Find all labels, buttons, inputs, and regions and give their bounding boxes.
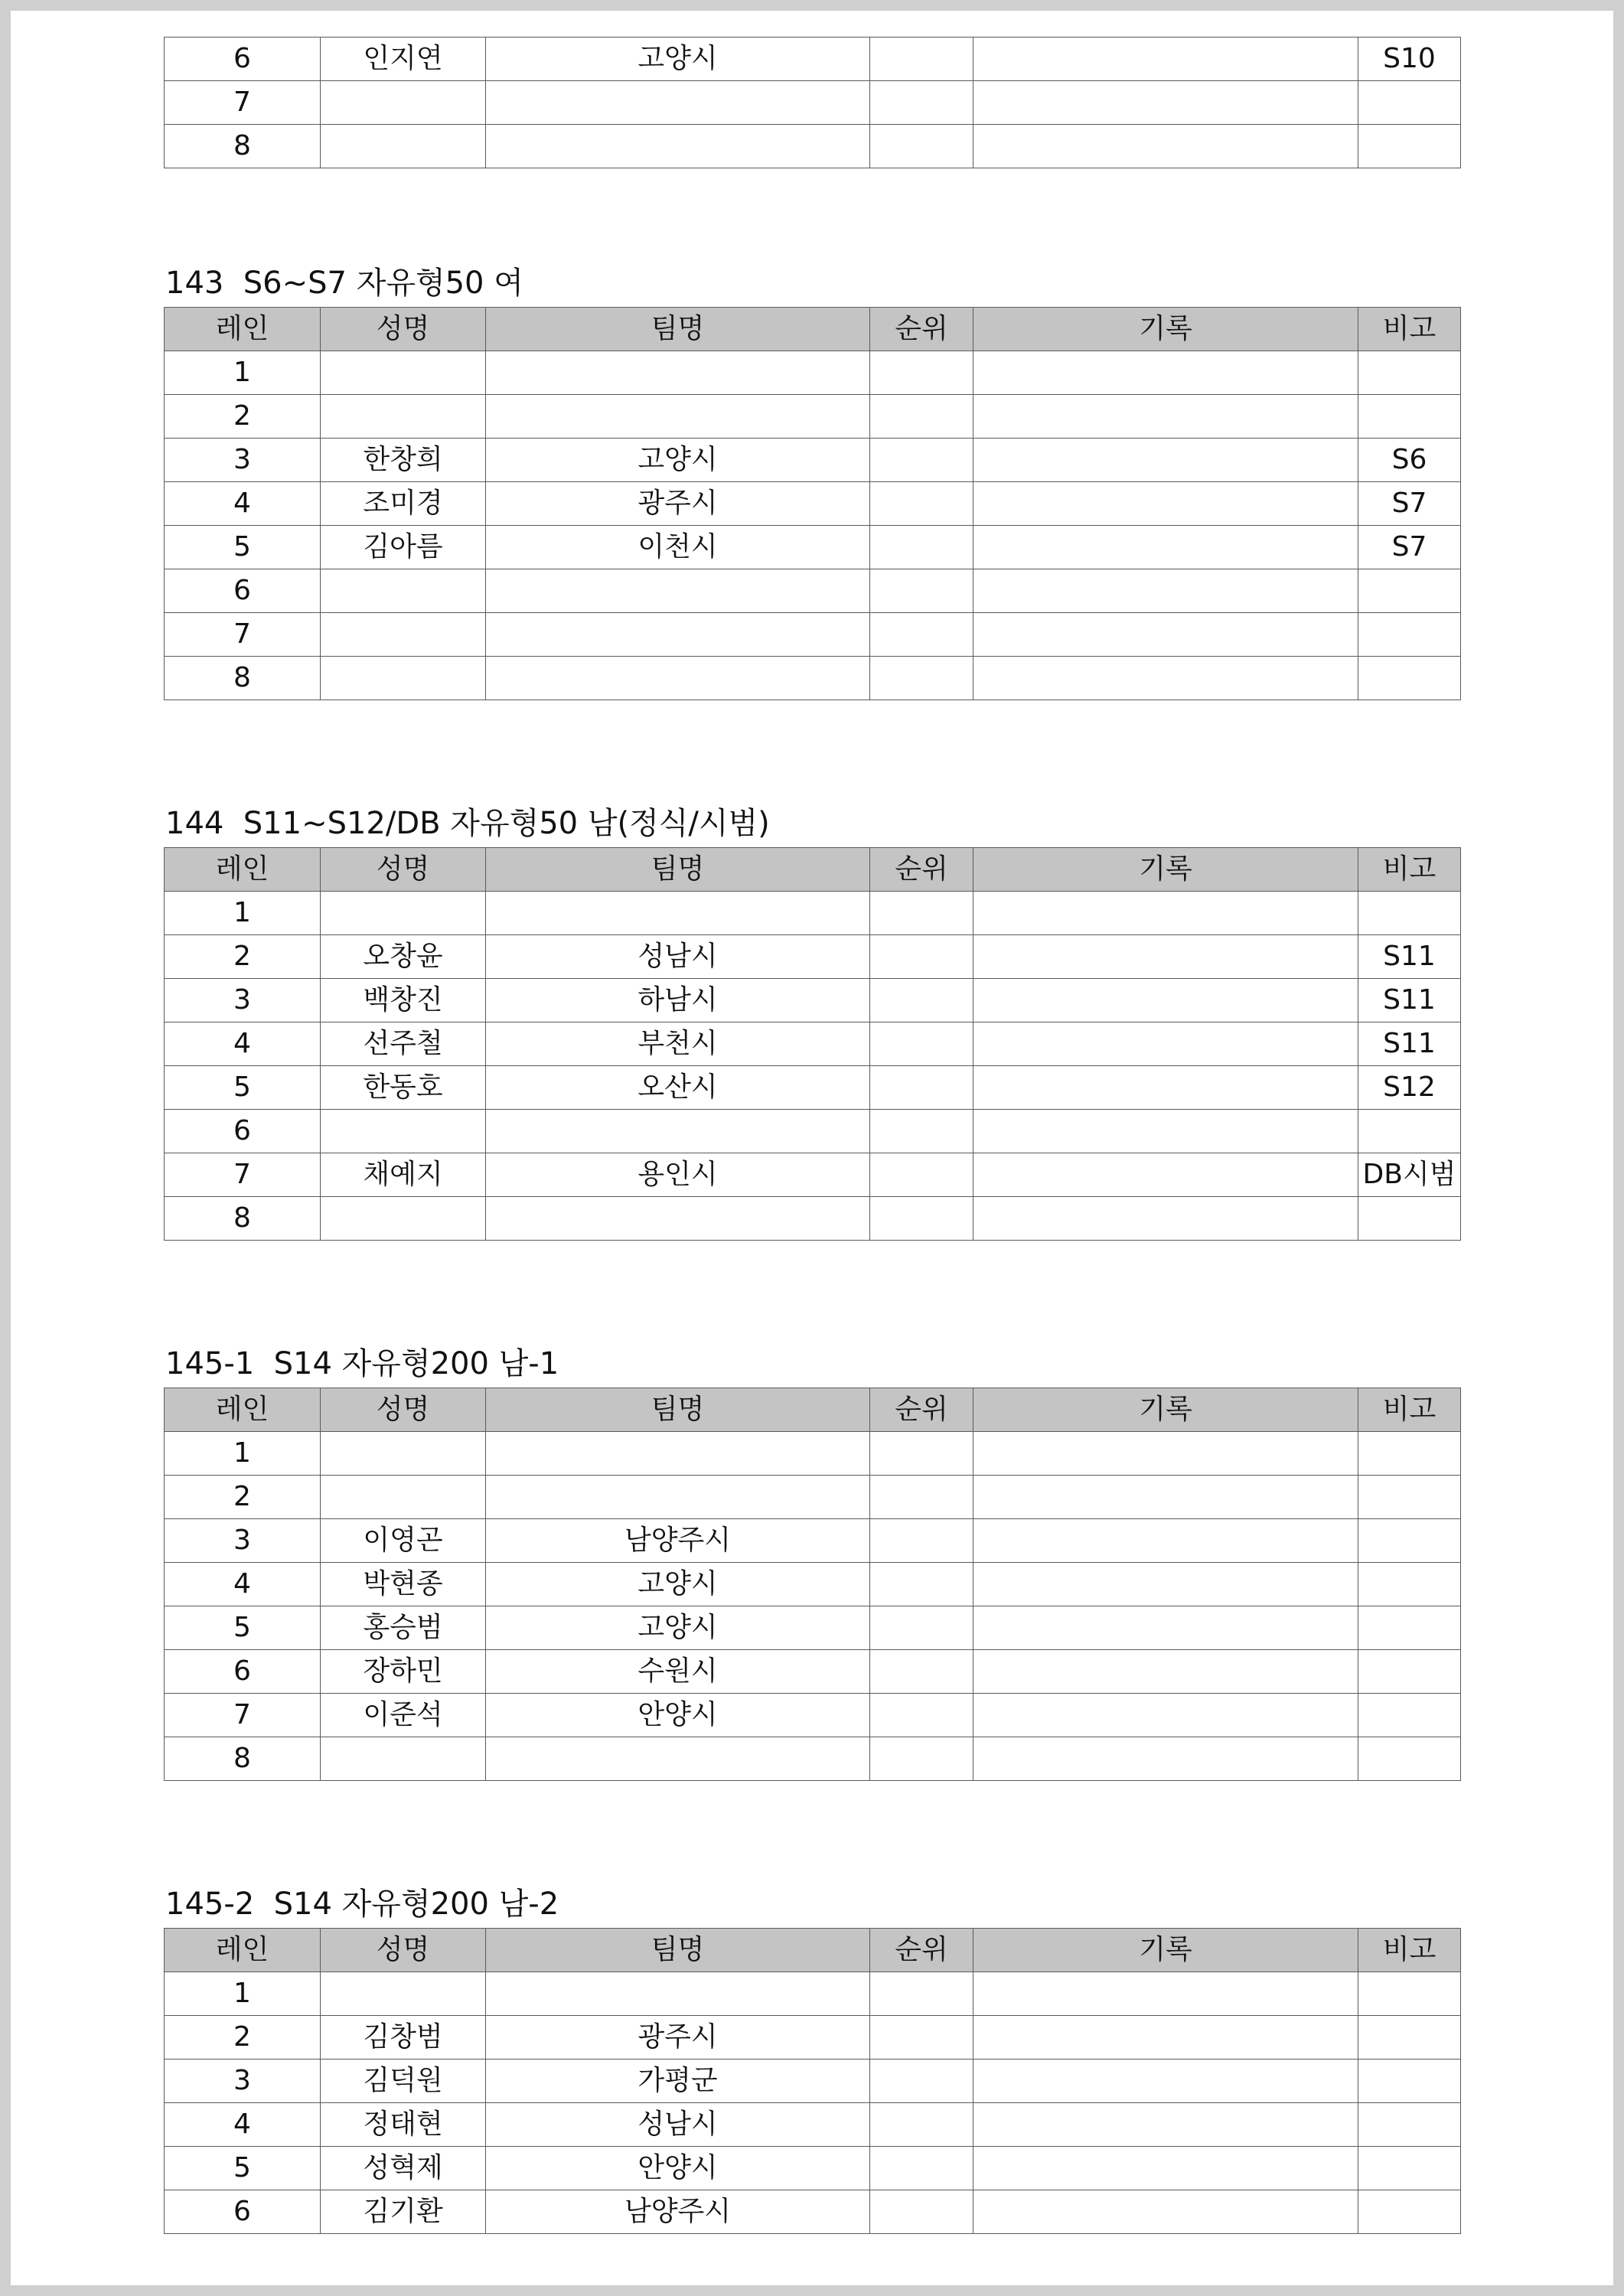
table-row <box>165 81 1461 125</box>
note-cell <box>1358 81 1461 125</box>
lane-cell: 8 <box>165 657 321 700</box>
rank-cell <box>870 1694 973 1737</box>
team-cell: 남양주시 <box>486 2190 870 2234</box>
table-row <box>165 2147 1461 2190</box>
table-row <box>165 1476 1461 1519</box>
header-record: 기록 <box>973 848 1358 892</box>
team-cell: 이천시 <box>486 526 870 569</box>
event-heading-143: 143 S6~S7 자유형50 여 <box>165 266 523 301</box>
note-cell <box>1358 1606 1461 1650</box>
record-cell <box>973 2016 1358 2060</box>
note-cell: S10 <box>1358 38 1461 81</box>
note-cell <box>1358 1110 1461 1153</box>
team-cell: 안양시 <box>486 1694 870 1737</box>
table-row <box>165 351 1461 395</box>
lane-cell: 3 <box>165 979 321 1022</box>
name-cell <box>321 1432 486 1476</box>
lane-cell: 5 <box>165 2147 321 2190</box>
team-cell: 성남시 <box>486 2103 870 2147</box>
note-cell <box>1358 1737 1461 1781</box>
note-cell <box>1358 351 1461 395</box>
name-cell <box>321 569 486 613</box>
record-cell <box>973 2060 1358 2103</box>
table-row <box>165 1432 1461 1476</box>
note-cell <box>1358 1694 1461 1737</box>
lane-cell: 3 <box>165 439 321 482</box>
name-cell <box>321 1737 486 1781</box>
table-row <box>165 1519 1461 1563</box>
name-cell: 김아름 <box>321 526 486 569</box>
table-row <box>165 657 1461 700</box>
lane-cell: 7 <box>165 1694 321 1737</box>
table-row <box>165 526 1461 569</box>
name-cell <box>321 1110 486 1153</box>
header-note: 비고 <box>1358 1929 1461 1972</box>
record-cell <box>973 935 1358 979</box>
event-heading-144: 144 S11~S12/DB 자유형50 남(정식/시범) <box>165 806 770 841</box>
record-cell <box>973 657 1358 700</box>
table-header-row <box>165 308 1461 351</box>
header-record: 기록 <box>973 1388 1358 1432</box>
note-cell: S7 <box>1358 482 1461 526</box>
lane-cell: 7 <box>165 613 321 657</box>
team-cell <box>486 569 870 613</box>
team-cell <box>486 657 870 700</box>
header-name: 성명 <box>321 1388 486 1432</box>
name-cell: 인지연 <box>321 38 486 81</box>
team-cell: 남양주시 <box>486 1519 870 1563</box>
lane-cell: 4 <box>165 482 321 526</box>
record-cell <box>973 1022 1358 1066</box>
lane-cell: 4 <box>165 2103 321 2147</box>
rank-cell <box>870 2103 973 2147</box>
lane-cell: 5 <box>165 1066 321 1110</box>
name-cell <box>321 1476 486 1519</box>
table-row <box>165 1153 1461 1197</box>
rank-cell <box>870 613 973 657</box>
note-cell <box>1358 2147 1461 2190</box>
record-cell <box>973 892 1358 935</box>
header-team: 팀명 <box>486 1929 870 1972</box>
record-cell <box>973 1737 1358 1781</box>
name-cell: 한동호 <box>321 1066 486 1110</box>
lane-cell: 2 <box>165 1476 321 1519</box>
table-row <box>165 125 1461 168</box>
team-cell: 고양시 <box>486 1606 870 1650</box>
rank-cell <box>870 1153 973 1197</box>
name-cell <box>321 351 486 395</box>
table-row <box>165 1066 1461 1110</box>
team-cell <box>486 351 870 395</box>
table-row <box>165 1110 1461 1153</box>
table-row <box>165 2060 1461 2103</box>
rank-cell <box>870 395 973 439</box>
lane-cell: 7 <box>165 1153 321 1197</box>
rank-cell <box>870 657 973 700</box>
table-row <box>165 482 1461 526</box>
note-cell <box>1358 2190 1461 2234</box>
team-cell <box>486 1197 870 1241</box>
table-row <box>165 935 1461 979</box>
note-cell <box>1358 569 1461 613</box>
name-cell: 김기환 <box>321 2190 486 2234</box>
rank-cell <box>870 1650 973 1694</box>
name-cell: 백창진 <box>321 979 486 1022</box>
team-cell: 성남시 <box>486 935 870 979</box>
rank-cell <box>870 2147 973 2190</box>
rank-cell <box>870 892 973 935</box>
header-note: 비고 <box>1358 848 1461 892</box>
event-heading-145-1: 145-1 S14 자유형200 남-1 <box>165 1346 559 1381</box>
lane-cell: 8 <box>165 1197 321 1241</box>
record-cell <box>973 613 1358 657</box>
rank-cell <box>870 935 973 979</box>
team-cell: 고양시 <box>486 439 870 482</box>
lane-cell: 6 <box>165 569 321 613</box>
table-row <box>165 38 1461 81</box>
name-cell: 김덕원 <box>321 2060 486 2103</box>
record-cell <box>973 2190 1358 2234</box>
rank-cell <box>870 1110 973 1153</box>
name-cell <box>321 1972 486 2016</box>
record-cell <box>973 1563 1358 1606</box>
name-cell: 김창범 <box>321 2016 486 2060</box>
record-cell <box>973 439 1358 482</box>
table-row <box>165 1022 1461 1066</box>
lane-cell: 4 <box>165 1563 321 1606</box>
header-name: 성명 <box>321 308 486 351</box>
lane-cell: 5 <box>165 1606 321 1650</box>
note-cell: S11 <box>1358 1022 1461 1066</box>
name-cell <box>321 657 486 700</box>
rank-cell <box>870 81 973 125</box>
name-cell <box>321 81 486 125</box>
table-row <box>165 2190 1461 2234</box>
record-cell <box>973 38 1358 81</box>
rank-cell <box>870 38 973 81</box>
rank-cell <box>870 2190 973 2234</box>
record-cell <box>973 482 1358 526</box>
team-cell <box>486 1476 870 1519</box>
table-row <box>165 2103 1461 2147</box>
note-cell: S6 <box>1358 439 1461 482</box>
team-cell <box>486 1432 870 1476</box>
record-cell <box>973 2147 1358 2190</box>
note-cell <box>1358 395 1461 439</box>
lane-cell: 1 <box>165 1432 321 1476</box>
team-cell <box>486 892 870 935</box>
header-rank: 순위 <box>870 1388 973 1432</box>
table-row <box>165 1737 1461 1781</box>
note-cell <box>1358 2060 1461 2103</box>
team-cell: 하남시 <box>486 979 870 1022</box>
header-team: 팀명 <box>486 848 870 892</box>
note-cell: S11 <box>1358 979 1461 1022</box>
header-rank: 순위 <box>870 308 973 351</box>
table-row <box>165 979 1461 1022</box>
name-cell: 홍승범 <box>321 1606 486 1650</box>
rank-cell <box>870 1563 973 1606</box>
rank-cell <box>870 439 973 482</box>
heat-table-143 <box>164 307 1461 700</box>
record-cell <box>973 1694 1358 1737</box>
name-cell: 이영곤 <box>321 1519 486 1563</box>
lane-cell: 1 <box>165 1972 321 2016</box>
table-body <box>165 351 1461 700</box>
header-lane: 레인 <box>165 308 321 351</box>
rank-cell <box>870 1972 973 2016</box>
rank-cell <box>870 351 973 395</box>
header-record: 기록 <box>973 308 1358 351</box>
rank-cell <box>870 526 973 569</box>
lane-cell: 6 <box>165 1650 321 1694</box>
note-cell <box>1358 1197 1461 1241</box>
rank-cell <box>870 2060 973 2103</box>
lane-cell: 6 <box>165 1110 321 1153</box>
team-cell: 광주시 <box>486 482 870 526</box>
note-cell <box>1358 1972 1461 2016</box>
heat-table-144 <box>164 847 1461 1241</box>
lane-cell: 2 <box>165 395 321 439</box>
team-cell <box>486 1737 870 1781</box>
name-cell: 장하민 <box>321 1650 486 1694</box>
header-lane: 레인 <box>165 1929 321 1972</box>
record-cell <box>973 81 1358 125</box>
lane-cell: 6 <box>165 38 321 81</box>
rank-cell <box>870 1022 973 1066</box>
lane-cell: 1 <box>165 892 321 935</box>
note-cell <box>1358 1432 1461 1476</box>
name-cell <box>321 613 486 657</box>
table-body <box>165 38 1461 168</box>
rank-cell <box>870 1476 973 1519</box>
name-cell <box>321 125 486 168</box>
event-heading-145-2: 145-2 S14 자유형200 남-2 <box>165 1887 559 1922</box>
team-cell: 안양시 <box>486 2147 870 2190</box>
note-cell <box>1358 613 1461 657</box>
header-note: 비고 <box>1358 1388 1461 1432</box>
header-name: 성명 <box>321 1929 486 1972</box>
team-cell: 고양시 <box>486 38 870 81</box>
table-row <box>165 1972 1461 2016</box>
document-page <box>11 11 1613 2285</box>
team-cell <box>486 395 870 439</box>
record-cell <box>973 979 1358 1022</box>
record-cell <box>973 1432 1358 1476</box>
table-header-row <box>165 1388 1461 1432</box>
name-cell: 정태현 <box>321 2103 486 2147</box>
record-cell <box>973 1066 1358 1110</box>
rank-cell <box>870 979 973 1022</box>
header-name: 성명 <box>321 848 486 892</box>
record-cell <box>973 351 1358 395</box>
record-cell <box>973 1197 1358 1241</box>
table-body <box>165 1432 1461 1781</box>
note-cell <box>1358 2103 1461 2147</box>
team-cell <box>486 1972 870 2016</box>
header-lane: 레인 <box>165 1388 321 1432</box>
heat-table-continued <box>164 37 1461 168</box>
rank-cell <box>870 482 973 526</box>
table-body <box>165 892 1461 1241</box>
team-cell: 수원시 <box>486 1650 870 1694</box>
table-row <box>165 439 1461 482</box>
rank-cell <box>870 1066 973 1110</box>
rank-cell <box>870 1737 973 1781</box>
record-cell <box>973 1476 1358 1519</box>
record-cell <box>973 2103 1358 2147</box>
note-cell <box>1358 1650 1461 1694</box>
team-cell <box>486 81 870 125</box>
record-cell <box>973 125 1358 168</box>
rank-cell <box>870 2016 973 2060</box>
team-cell: 광주시 <box>486 2016 870 2060</box>
record-cell <box>973 1650 1358 1694</box>
note-cell <box>1358 657 1461 700</box>
heat-table-145-2 <box>164 1928 1461 2234</box>
note-cell: DB시범 <box>1358 1153 1461 1197</box>
name-cell: 오창윤 <box>321 935 486 979</box>
note-cell <box>1358 2016 1461 2060</box>
note-cell <box>1358 1476 1461 1519</box>
table-row <box>165 2016 1461 2060</box>
name-cell: 성혁제 <box>321 2147 486 2190</box>
name-cell: 선주철 <box>321 1022 486 1066</box>
lane-cell: 5 <box>165 526 321 569</box>
name-cell <box>321 892 486 935</box>
record-cell <box>973 395 1358 439</box>
team-cell: 용인시 <box>486 1153 870 1197</box>
table-body <box>165 1972 1461 2234</box>
team-cell: 오산시 <box>486 1066 870 1110</box>
record-cell <box>973 1110 1358 1153</box>
table-row <box>165 1606 1461 1650</box>
team-cell: 부천시 <box>486 1022 870 1066</box>
lane-cell: 2 <box>165 2016 321 2060</box>
table-row <box>165 1563 1461 1606</box>
name-cell: 채예지 <box>321 1153 486 1197</box>
note-cell <box>1358 1563 1461 1606</box>
rank-cell <box>870 1432 973 1476</box>
table-header-row <box>165 848 1461 892</box>
record-cell <box>973 1606 1358 1650</box>
name-cell: 한창희 <box>321 439 486 482</box>
table-row <box>165 613 1461 657</box>
header-rank: 순위 <box>870 1929 973 1972</box>
table-header-row <box>165 1929 1461 1972</box>
table-row <box>165 1694 1461 1737</box>
lane-cell: 4 <box>165 1022 321 1066</box>
lane-cell: 1 <box>165 351 321 395</box>
rank-cell <box>870 1197 973 1241</box>
name-cell: 조미경 <box>321 482 486 526</box>
record-cell <box>973 526 1358 569</box>
team-cell <box>486 1110 870 1153</box>
note-cell <box>1358 1519 1461 1563</box>
team-cell: 고양시 <box>486 1563 870 1606</box>
name-cell: 박현종 <box>321 1563 486 1606</box>
team-cell: 가평군 <box>486 2060 870 2103</box>
rank-cell <box>870 1519 973 1563</box>
table-row <box>165 892 1461 935</box>
header-note: 비고 <box>1358 308 1461 351</box>
header-team: 팀명 <box>486 1388 870 1432</box>
record-cell <box>973 569 1358 613</box>
rank-cell <box>870 569 973 613</box>
name-cell <box>321 395 486 439</box>
table-row <box>165 1650 1461 1694</box>
header-rank: 순위 <box>870 848 973 892</box>
note-cell: S7 <box>1358 526 1461 569</box>
note-cell <box>1358 125 1461 168</box>
lane-cell: 3 <box>165 1519 321 1563</box>
rank-cell <box>870 125 973 168</box>
table-row <box>165 1197 1461 1241</box>
lane-cell: 7 <box>165 81 321 125</box>
lane-cell: 6 <box>165 2190 321 2234</box>
note-cell: S11 <box>1358 935 1461 979</box>
heat-table-145-1 <box>164 1388 1461 1781</box>
lane-cell: 2 <box>165 935 321 979</box>
rank-cell <box>870 1606 973 1650</box>
lane-cell: 8 <box>165 125 321 168</box>
table-row <box>165 395 1461 439</box>
record-cell <box>973 1519 1358 1563</box>
table-row <box>165 569 1461 613</box>
note-cell <box>1358 892 1461 935</box>
team-cell <box>486 125 870 168</box>
header-lane: 레인 <box>165 848 321 892</box>
record-cell <box>973 1153 1358 1197</box>
header-record: 기록 <box>973 1929 1358 1972</box>
note-cell: S12 <box>1358 1066 1461 1110</box>
team-cell <box>486 613 870 657</box>
record-cell <box>973 1972 1358 2016</box>
header-team: 팀명 <box>486 308 870 351</box>
name-cell: 이준석 <box>321 1694 486 1737</box>
name-cell <box>321 1197 486 1241</box>
lane-cell: 8 <box>165 1737 321 1781</box>
lane-cell: 3 <box>165 2060 321 2103</box>
